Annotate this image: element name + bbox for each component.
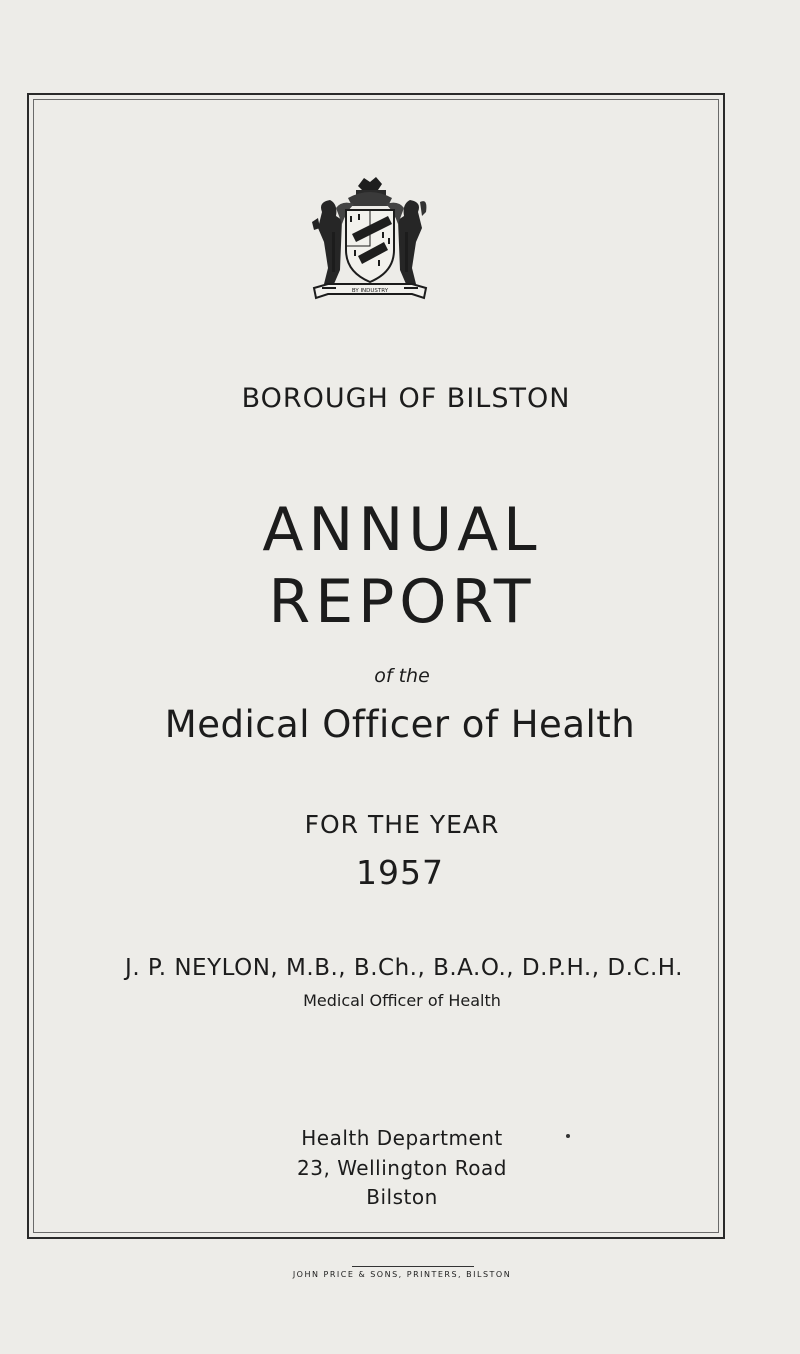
coat-of-arms-icon [308, 172, 432, 304]
author-name: J. P. NEYLON, M.B., B.Ch., B.A.O., D.P.H., D.C.H. [125, 955, 683, 981]
printer-imprint: JOHN PRICE & SONS, PRINTERS, BILSTON [292, 1270, 512, 1279]
title-line-report: REPORT [268, 567, 536, 637]
author-role: Medical Officer of Health [303, 991, 501, 1010]
address-line-1: Health Department [301, 1126, 503, 1150]
borough-name: BOROUGH OF BILSTON [241, 383, 571, 414]
title-subject: Medical Officer of Health [164, 703, 636, 746]
report-year: 1957 [356, 853, 444, 892]
motto-text: BY INDUSTRY [351, 288, 389, 294]
address-line-3: Bilston [366, 1185, 438, 1209]
address-line-2: 23, Wellington Road [297, 1156, 507, 1180]
imprint-rule [352, 1266, 474, 1267]
title-line-annual: ANNUAL [262, 495, 542, 565]
title-connector: of the [374, 665, 430, 687]
stray-dot [566, 1134, 570, 1138]
period-label: FOR THE YEAR [304, 810, 500, 839]
